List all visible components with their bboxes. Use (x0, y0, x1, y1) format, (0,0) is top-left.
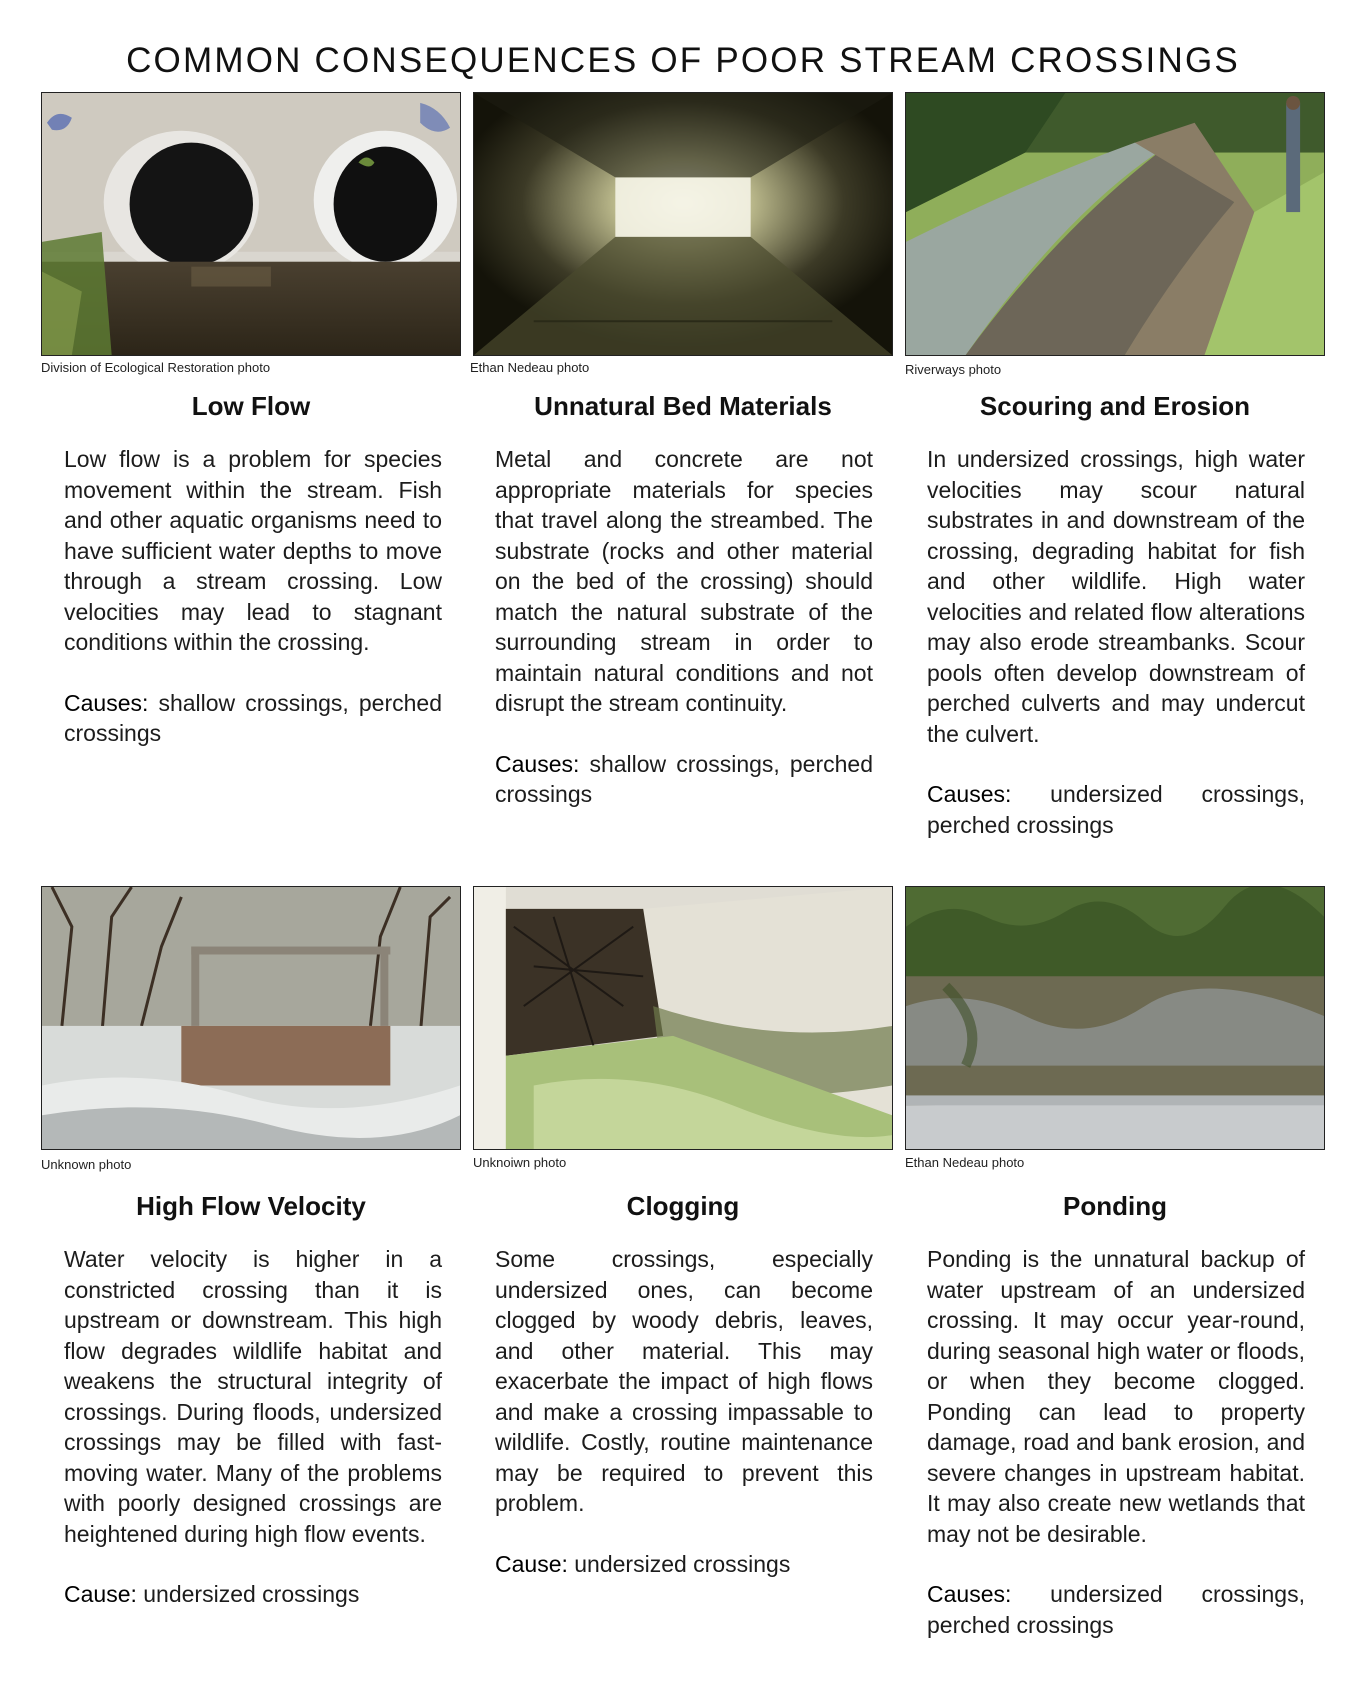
panel-description: Low flow is a problem for species movement within the stream. Fish and other aquatic organisms need to have sufficient water depths to move through a stream crossing. Low velocities may lead to stagnant conditions within the crossing. (64, 446, 442, 655)
causes-text: undersized crossings, perched crossings (927, 1581, 1305, 1638)
photo-credit: Unknown photo (41, 1157, 132, 1172)
panel-heading: Scouring and Erosion (979, 391, 1251, 421)
low-flow-photo (41, 92, 461, 356)
panel-body (927, 1244, 1305, 1640)
high-flow-velocity-photo (41, 886, 461, 1150)
unnatural-bed-photo (473, 92, 893, 356)
panel-body (495, 1244, 873, 1579)
causes-text: undersized crossings, perched crossings (927, 781, 1305, 838)
causes-label: Causes: (64, 689, 149, 716)
panel-causes (64, 1579, 442, 1610)
panel-description: Some crossings, especially undersized ones, can become clogged by woody debris, leaves, and other material. This may exacerbate the impact of high flows and make a crossing impassable to wildlife. Costly, routine maintenance may be required to prevent this problem. (495, 1246, 873, 1516)
causes-text: undersized crossings (567, 1550, 791, 1577)
photo-credit: Unknoiwn photo (473, 1155, 567, 1170)
clogging-photo (473, 886, 893, 1150)
panel-description: Ponding is the unnatural backup of water upstream of an undersized crossing. It may occur year-round, during seasonal high water or floods, or when they become clogged. Ponding can lead to property damage, road and bank erosion, and severe changes in upstream habitat. It may also create new wetlands that may not be desirable. (927, 1246, 1305, 1547)
scouring-erosion-photo (905, 92, 1325, 356)
page-title: COMMON CONSEQUENCES OF POOR STREAM CROSSINGS (126, 41, 1240, 81)
causes-text: undersized crossings (136, 1581, 360, 1607)
causes-label: Cause: (64, 1581, 137, 1607)
panel-heading: High Flow Velocity (136, 1191, 366, 1221)
panel-heading: Ponding (1063, 1191, 1167, 1221)
causes-label: Causes: (495, 750, 580, 777)
panel-body (64, 444, 442, 749)
panel-body (64, 1244, 442, 1610)
causes-label: Causes: (927, 1581, 1012, 1607)
causes-text: shallow crossings, perched crossings (64, 689, 442, 746)
panel-causes (927, 1579, 1305, 1640)
panel-body (495, 444, 873, 810)
ponding-photo (905, 886, 1325, 1150)
panel-heading: Unnatural Bed Materials (534, 391, 832, 421)
panel-causes (495, 749, 873, 810)
causes-text: shallow crossings, perched crossings (495, 750, 873, 807)
photo-credit: Riverways photo (905, 362, 1002, 377)
panel-causes (927, 779, 1305, 840)
causes-label: Cause: (495, 1550, 568, 1577)
panel-body (927, 444, 1305, 840)
photo-credit: Ethan Nedeau photo (905, 1155, 1025, 1170)
panel-causes (64, 688, 442, 749)
photo-credit: Division of Ecological Restoration photo (41, 360, 271, 375)
causes-label: Causes: (927, 781, 1012, 807)
panel-heading: Low Flow (191, 391, 311, 421)
panel-description: In undersized crossings, high water velocities may scour natural substrates in and downstream of the crossing, degrading habitat for fish and other wildlife. High water velocities and related flow alterations may also erode streambanks. Scour pools often develop downstream of perched culverts and may undercut the culvert. (927, 446, 1305, 747)
panel-heading: Clogging (626, 1191, 740, 1221)
photo-credit: Ethan Nedeau photo (470, 360, 590, 375)
panel-description: Water velocity is higher in a constricted crossing than it is upstream or downstream. This high flow degrades wildlife habitat and weakens the structural integrity of crossings. During floods, undersized crossings may be filled with fast-moving water. Many of the problems with poorly designed crossings are heightened during high flow events. (64, 1246, 442, 1547)
panel-description: Metal and concrete are not appropriate materials for species that travel along the streambed. The substrate (rocks and other material on the bed of the crossing) should match the natural substrate of the surrounding stream in order to maintain natural conditions and not disrupt the stream continuity. (495, 446, 873, 716)
panel-causes (495, 1549, 873, 1580)
